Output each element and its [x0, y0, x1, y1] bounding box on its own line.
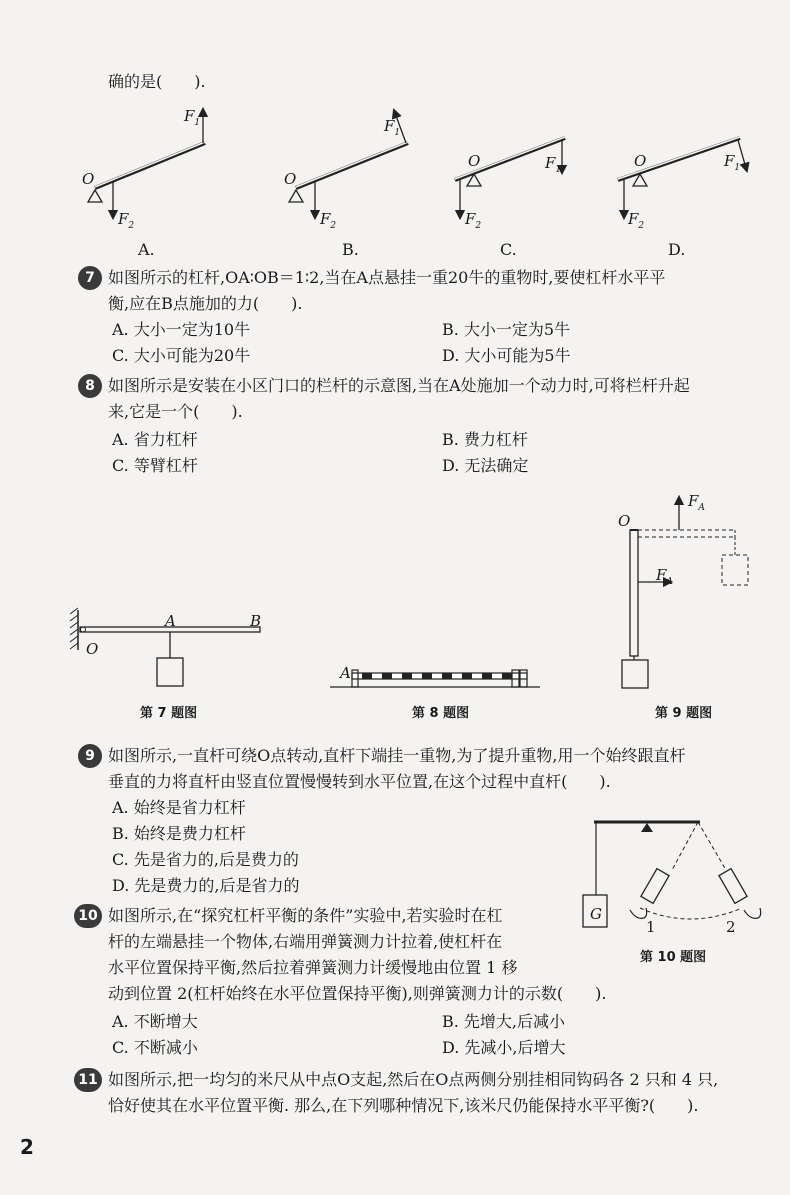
q11-line1: 如图所示,把一均匀的米尺从中点O支起,然后在O点两侧分别挂相同钩码各 2 只和 4 只, — [108, 1070, 719, 1089]
q10-option-d: D. 先减小,后增大 — [442, 1038, 566, 1057]
q7-option-a: A. 大小一定为10牛 — [112, 320, 251, 339]
page-number: 2 — [20, 1135, 34, 1159]
q8-option-b: B. 费力杠杆 — [442, 430, 528, 449]
q11-line2: 恰好使其在水平位置平衡. 那么,在下列哪种情况下,该米尺仍能保持水平平衡?( ). — [108, 1096, 699, 1115]
fig-d-o: O — [634, 152, 647, 170]
fig-b-f1: $F_1$ — [384, 117, 401, 138]
fig9-caption: 第 9 题图 — [655, 706, 713, 721]
q8-option-d: D. 无法确定 — [442, 456, 529, 475]
fig-c-o: O — [468, 152, 481, 170]
fig10-g: G — [590, 905, 602, 923]
q10-line4: 动到位置 2(杠杆始终在水平位置保持平衡),则弹簧测力计的示数( ). — [108, 984, 607, 1003]
fig-b-f2: $F_2$ — [320, 210, 337, 231]
fig-d-f1: $F_1$ — [724, 152, 741, 173]
option-d-label: D. — [668, 240, 686, 259]
q9-option-c: C. 先是省力的,后是费力的 — [112, 850, 299, 869]
fig7-o: O — [86, 640, 99, 658]
q10-option-b: B. 先增大,后减小 — [442, 1012, 566, 1031]
fig9-o: O — [618, 512, 631, 530]
fig-a-f1: $F_1$ — [184, 107, 201, 128]
option-c-label: C. — [500, 240, 517, 259]
q7-number: 7 — [78, 266, 102, 290]
fig10-caption: 第 10 题图 — [640, 950, 707, 965]
q8-option-c: C. 等臂杠杆 — [112, 456, 198, 475]
q10-number: 10 — [74, 904, 102, 928]
option-b-label: B. — [342, 240, 359, 259]
q11-number: 11 — [74, 1068, 102, 1092]
fig9-fa-top: $F_A$ — [688, 492, 705, 513]
figures-7-8-9 — [0, 480, 790, 740]
fig-d-f2: $F_2$ — [628, 210, 645, 231]
q9-line2: 垂直的力将直杆由竖直位置慢慢转到水平位置,在这个过程中直杆( ). — [108, 772, 611, 791]
q9-option-b: B. 始终是费力杠杆 — [112, 824, 246, 843]
fig9-fa-side: $F_A$ — [656, 566, 673, 587]
q7-option-d: D. 大小可能为5牛 — [442, 346, 571, 365]
q8-line2: 来,它是一个( ). — [108, 402, 243, 421]
fig-a-o: O — [82, 170, 95, 188]
fig8-a: A — [340, 664, 351, 682]
lever-fig-d — [618, 137, 746, 215]
q7-option-b: B. 大小一定为5牛 — [442, 320, 571, 339]
q8-option-a: A. 省力杠杆 — [112, 430, 198, 449]
fig-c-f1: $F_1$ — [545, 154, 562, 175]
q10-option-a: A. 不断增大 — [112, 1012, 198, 1031]
fig-a-f2: $F_2$ — [118, 210, 135, 231]
fig10-pos1: 1 — [646, 918, 656, 936]
q7-line1: 如图所示的杠杆,OA∶OB＝1∶2,当在A点悬挂一重20牛的重物时,要使杠杆水平平 — [108, 268, 666, 287]
q10-line1: 如图所示,在“探究杠杆平衡的条件”实验中,若实验时在杠 — [108, 906, 503, 925]
q10-line3: 水平位置保持平衡,然后拉着弹簧测力计缓慢地由位置 1 移 — [108, 958, 518, 977]
q10-option-c: C. 不断减小 — [112, 1038, 198, 1057]
fig-b-o: O — [284, 170, 297, 188]
fig-c-f2: $F_2$ — [465, 210, 482, 231]
fig8-barrier — [330, 670, 540, 687]
q8-number: 8 — [78, 374, 102, 398]
fig8-caption: 第 8 题图 — [412, 706, 470, 721]
q9-option-a: A. 始终是省力杠杆 — [112, 798, 246, 817]
q9-number: 9 — [78, 744, 102, 768]
q9-line1: 如图所示,一直杆可绕O点转动,直杆下端挂一重物,为了提升重物,用一个始终跟直杆 — [108, 746, 686, 765]
lever-fig-c — [455, 137, 565, 215]
q8-line1: 如图所示是安装在小区门口的栏杆的示意图,当在A处施加一个动力时,可将栏杆升起 — [108, 376, 690, 395]
fig10-pos2: 2 — [726, 918, 736, 936]
fig7-b: B — [250, 612, 262, 630]
fig7-a: A — [165, 612, 176, 630]
q7-line2: 衡,应在B点施加的力( ). — [108, 294, 303, 313]
q9-option-d: D. 先是费力的,后是省力的 — [112, 876, 300, 895]
q7-option-c: C. 大小可能为20牛 — [112, 346, 251, 365]
option-a-label: A. — [138, 240, 155, 259]
fig7-caption: 第 7 题图 — [140, 706, 198, 721]
q10-line2: 杆的左端悬挂一个物体,右端用弹簧测力计拉着,使杠杆在 — [108, 932, 503, 951]
fig9-rod — [622, 500, 748, 688]
intro-line: 确的是( ). — [108, 72, 206, 91]
